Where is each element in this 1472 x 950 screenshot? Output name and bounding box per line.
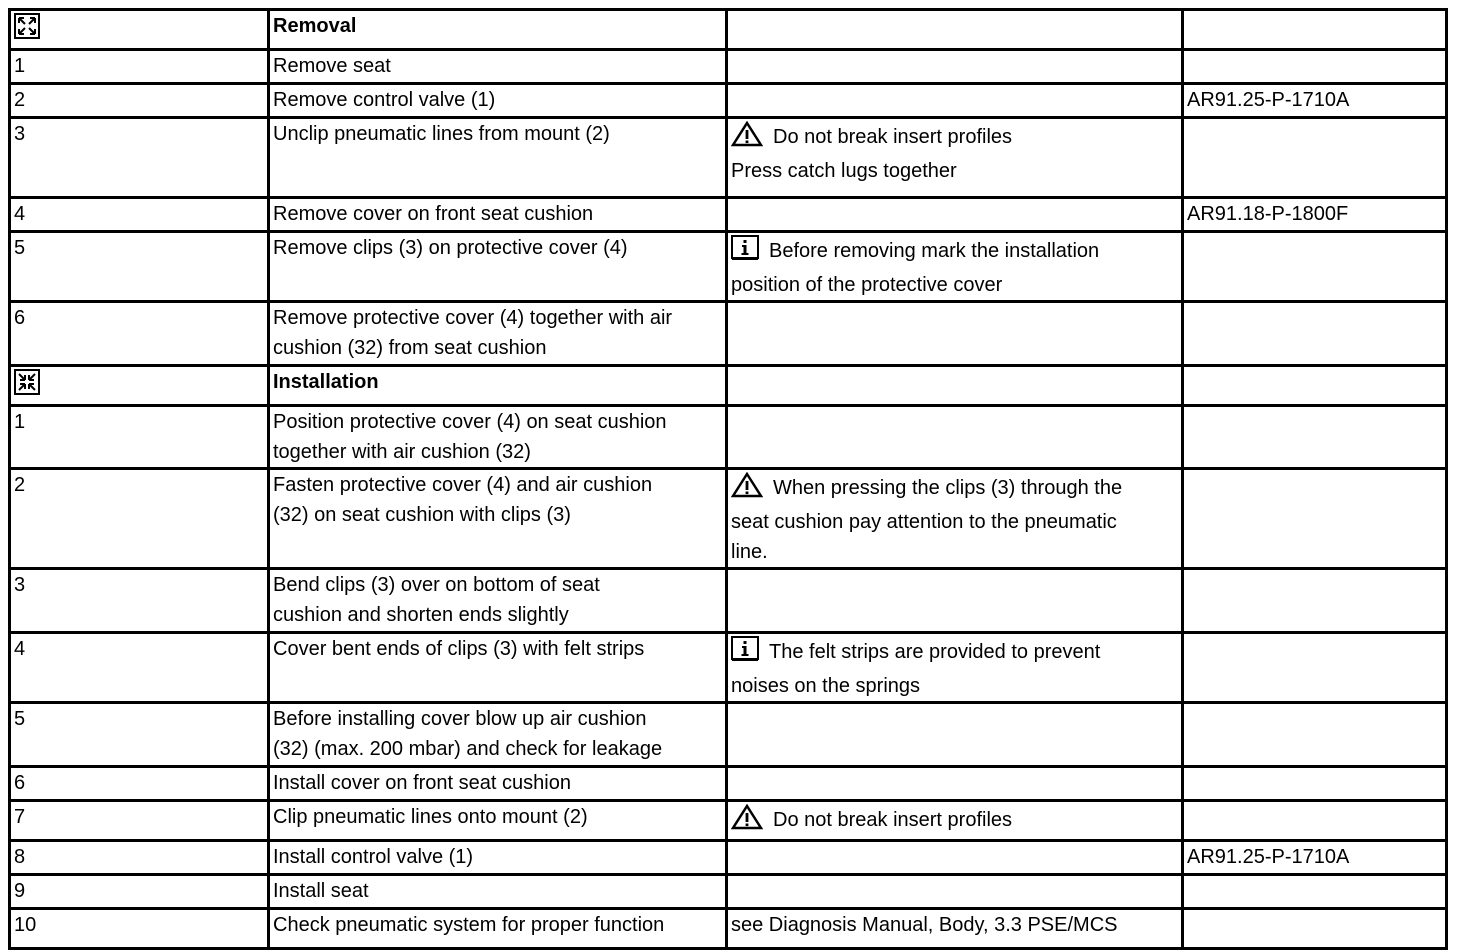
step-text-line: Position protective cover (4) on seat cushion [273, 411, 667, 433]
step-text-line: Install seat [273, 880, 369, 902]
step-text-line: Before installing cover blow up air cushion [273, 708, 647, 730]
step-note [727, 232, 1183, 302]
step-description [269, 232, 727, 302]
warning-icon [731, 472, 763, 507]
step-note [727, 569, 1183, 633]
step-note [727, 302, 1183, 366]
step-row [10, 841, 1447, 875]
step-number: 1 [10, 50, 269, 84]
step-row [10, 118, 1447, 198]
step-row [10, 302, 1447, 366]
empty-cell [727, 10, 1183, 50]
step-row [10, 633, 1447, 703]
warning-icon [731, 121, 763, 156]
step-row [10, 703, 1447, 767]
step-description [269, 406, 727, 469]
step-text-line: cushion and shorten ends slightly [273, 604, 569, 626]
step-reference [1183, 875, 1447, 909]
step-row [10, 469, 1447, 569]
step-number: 6 [10, 767, 269, 801]
step-description [269, 875, 727, 909]
step-description [269, 801, 727, 841]
step-row [10, 569, 1447, 633]
section-header-row [10, 366, 1447, 406]
step-reference [1183, 406, 1447, 469]
note-text-line: When pressing the clips (3) through the [773, 477, 1123, 499]
step-number: 5 [10, 703, 269, 767]
step-note [727, 875, 1183, 909]
step-row [10, 232, 1447, 302]
step-text-line: (32) (max. 200 mbar) and check for leakage [273, 738, 663, 760]
step-text-line: Cover bent ends of clips (3) with felt strips [273, 638, 645, 660]
section-header-row [10, 10, 1447, 50]
step-description [269, 302, 727, 366]
step-text-line: Install control valve (1) [273, 846, 474, 868]
step-text-line: Unclip pneumatic lines from mount (2) [273, 123, 610, 145]
step-row [10, 875, 1447, 909]
note-text-line: seat cushion pay attention to the pneumatic [731, 511, 1117, 533]
step-number: 5 [10, 232, 269, 302]
step-reference [1183, 232, 1447, 302]
step-note [727, 50, 1183, 84]
note-text-line: Do not break insert profiles [773, 126, 1013, 148]
step-number: 4 [10, 198, 269, 232]
step-number: 7 [10, 801, 269, 841]
info-icon [731, 636, 759, 671]
step-text-line: Bend clips (3) over on bottom of seat [273, 574, 600, 596]
step-reference [1183, 767, 1447, 801]
step-text-line: (32) on seat cushion with clips (3) [273, 504, 571, 526]
step-note [727, 909, 1183, 949]
step-note [727, 801, 1183, 841]
step-description [269, 469, 727, 569]
step-note [727, 406, 1183, 469]
step-description [269, 84, 727, 118]
warning-icon [731, 804, 763, 839]
step-row [10, 406, 1447, 469]
installation-icon [14, 369, 40, 395]
note-text-line: line. [731, 541, 768, 563]
step-number: 9 [10, 875, 269, 909]
step-description [269, 198, 727, 232]
step-description [269, 569, 727, 633]
step-note [727, 84, 1183, 118]
procedure-table [8, 8, 1448, 950]
step-reference [1183, 469, 1447, 569]
step-note [727, 118, 1183, 198]
step-number: 3 [10, 569, 269, 633]
note-text-line: see Diagnosis Manual, Body, 3.3 PSE/MCS [731, 914, 1118, 936]
step-note [727, 469, 1183, 569]
step-row [10, 84, 1447, 118]
step-note [727, 633, 1183, 703]
step-note [727, 767, 1183, 801]
step-reference: AR91.18-P-1800F [1183, 198, 1447, 232]
step-text-line: together with air cushion (32) [273, 441, 531, 463]
step-reference [1183, 801, 1447, 841]
step-text-line: Remove clips (3) on protective cover (4) [273, 237, 628, 259]
step-note [727, 198, 1183, 232]
note-text-line: noises on the springs [731, 675, 921, 697]
step-number: 3 [10, 118, 269, 198]
step-text-line: Check pneumatic system for proper function [273, 914, 665, 936]
step-description [269, 50, 727, 84]
section-title: Removal [269, 10, 727, 50]
step-reference: AR91.25-P-1710A [1183, 84, 1447, 118]
note-text-line: Press catch lugs together [731, 160, 957, 182]
info-icon [731, 235, 759, 270]
step-reference [1183, 569, 1447, 633]
step-row [10, 801, 1447, 841]
section-title: Installation [269, 366, 727, 406]
step-number: 4 [10, 633, 269, 703]
step-row [10, 909, 1447, 949]
step-description [269, 909, 727, 949]
removal-icon [14, 13, 40, 39]
step-reference [1183, 302, 1447, 366]
step-row [10, 50, 1447, 84]
step-text-line: Remove protective cover (4) together with air [273, 307, 673, 329]
step-number: 2 [10, 84, 269, 118]
step-number: 1 [10, 406, 269, 469]
step-description [269, 767, 727, 801]
step-number: 10 [10, 909, 269, 949]
step-row [10, 767, 1447, 801]
note-text-line: The felt strips are provided to prevent [769, 641, 1101, 663]
empty-cell [1183, 10, 1447, 50]
step-reference [1183, 703, 1447, 767]
step-reference [1183, 50, 1447, 84]
step-text-line: Fasten protective cover (4) and air cushion [273, 474, 653, 496]
step-text-line: Install cover on front seat cushion [273, 772, 571, 794]
step-description [269, 633, 727, 703]
section-icon-cell [10, 366, 269, 406]
step-number: 2 [10, 469, 269, 569]
step-reference [1183, 118, 1447, 198]
step-note [727, 703, 1183, 767]
step-number: 8 [10, 841, 269, 875]
step-description [269, 703, 727, 767]
empty-cell [727, 366, 1183, 406]
step-text-line: cushion (32) from seat cushion [273, 337, 547, 359]
step-text-line: Clip pneumatic lines onto mount (2) [273, 806, 588, 828]
step-reference: AR91.25-P-1710A [1183, 841, 1447, 875]
note-text-line: Do not break insert profiles [773, 809, 1013, 831]
step-description [269, 118, 727, 198]
step-reference [1183, 909, 1447, 949]
step-text-line: Remove control valve (1) [273, 89, 496, 111]
step-number: 6 [10, 302, 269, 366]
step-reference [1183, 633, 1447, 703]
step-text-line: Remove cover on front seat cushion [273, 203, 594, 225]
step-description [269, 841, 727, 875]
step-row [10, 198, 1447, 232]
note-text-line: position of the protective cover [731, 274, 1003, 296]
section-icon-cell [10, 10, 269, 50]
step-note [727, 841, 1183, 875]
empty-cell [1183, 366, 1447, 406]
note-text-line: Before removing mark the installation [769, 240, 1100, 262]
step-text-line: Remove seat [273, 55, 391, 77]
